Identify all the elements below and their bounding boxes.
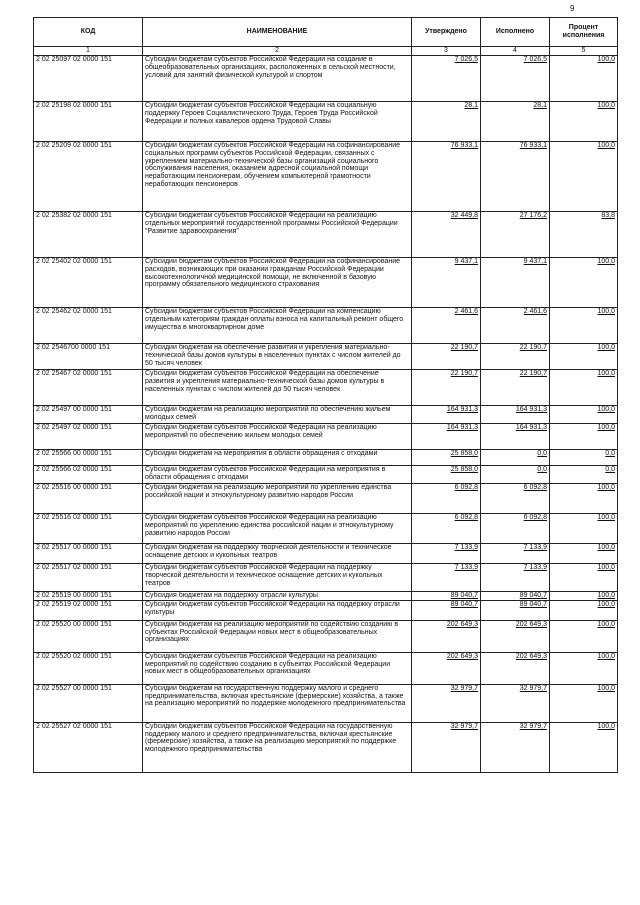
row-approved: 89 040,7 xyxy=(412,600,481,620)
row-name: Субсидии бюджетам субъектов Российской Федерации на государственную поддержку малого и среднего предпринимательства, включая крестьянские (фермерские) хозяйства, а также на реализацию мероприятий по поддержке молодежного предпринимательства xyxy=(143,722,412,772)
row-name: Субсидии бюджетам на реализацию мероприятий по обеспечению жильем молодых семей xyxy=(143,406,412,424)
header-name: НАИМЕНОВАНИЕ xyxy=(143,18,412,47)
row-code: 2 02 25497 00 0000 151 xyxy=(34,406,143,424)
row-percent: 100,0 xyxy=(550,484,618,514)
row-name: Субсидии бюджетам субъектов Российской Федерации на поддержку творческой деятельности и техническое оснащение детских и кукольных театров xyxy=(143,564,412,592)
column-number: 1 xyxy=(34,47,143,56)
row-approved: 22 190,7 xyxy=(412,370,481,406)
row-code: 2 02 25209 02 0000 151 xyxy=(34,142,143,212)
row-percent: 100,0 xyxy=(550,620,618,652)
row-percent: 100,0 xyxy=(550,258,618,308)
row-executed: 89 040,7 xyxy=(481,600,550,620)
table-row xyxy=(34,450,618,466)
row-executed: 22 190,7 xyxy=(481,344,550,370)
row-percent: 100,0 xyxy=(550,722,618,772)
table-row xyxy=(34,722,618,772)
table-row xyxy=(34,406,618,424)
row-code: 2 02 25497 02 0000 151 xyxy=(34,424,143,450)
table-row xyxy=(34,466,618,484)
row-approved: 25 858,0 xyxy=(412,466,481,484)
row-approved: 6 092,8 xyxy=(412,514,481,544)
row-executed: 32 979,7 xyxy=(481,684,550,722)
column-number: 4 xyxy=(481,47,550,56)
row-executed: 7 026,5 xyxy=(481,56,550,102)
row-code: 2 02 25097 02 0000 151 xyxy=(34,56,143,102)
table-row xyxy=(34,544,618,564)
table-row xyxy=(34,424,618,450)
row-code: 2 02 25198 02 0000 151 xyxy=(34,102,143,142)
row-name: Субсидия бюджетам на поддержку отрасли культуры xyxy=(143,592,412,601)
row-percent: 100,0 xyxy=(550,544,618,564)
row-code: 2 02 2546700 0000 151 xyxy=(34,344,143,370)
row-code: 2 02 25517 02 0000 151 xyxy=(34,564,143,592)
row-approved: 28,1 xyxy=(412,102,481,142)
column-number: 2 xyxy=(143,47,412,56)
row-approved: 7 133,9 xyxy=(412,564,481,592)
row-approved: 32 979,7 xyxy=(412,684,481,722)
row-percent: 100,0 xyxy=(550,600,618,620)
column-number: 3 xyxy=(412,47,481,56)
row-percent: 100,0 xyxy=(550,424,618,450)
row-name: Субсидии бюджетам на государственную поддержку малого и среднего предпринимательства, включая крестьянские (фермерские) хозяйства, а также на реализацию мероприятий по поддержке молодежного предпринимательства xyxy=(143,684,412,722)
row-approved: 76 933,1 xyxy=(412,142,481,212)
row-name: Субсидии бюджетам субъектов Российской Федерации на компенсацию отдельным категориям граждан оплаты взноса на капитальный ремонт общего имущества в многоквартирном доме xyxy=(143,308,412,344)
row-approved: 6 092,8 xyxy=(412,484,481,514)
table-row xyxy=(34,564,618,592)
row-executed: 202 649,3 xyxy=(481,620,550,652)
table-row xyxy=(34,514,618,544)
row-approved: 32 979,7 xyxy=(412,722,481,772)
table-row xyxy=(34,56,618,102)
row-executed: 22 190,7 xyxy=(481,370,550,406)
row-executed: 2 461,6 xyxy=(481,308,550,344)
row-approved: 2 461,6 xyxy=(412,308,481,344)
table-row xyxy=(34,344,618,370)
table-row xyxy=(34,212,618,258)
row-percent: 100,0 xyxy=(550,652,618,684)
row-executed: 27 176,2 xyxy=(481,212,550,258)
header-row xyxy=(34,18,618,47)
budget-table xyxy=(33,17,618,773)
row-approved: 164 931,3 xyxy=(412,406,481,424)
row-percent: 100,0 xyxy=(550,142,618,212)
row-name: Субсидии бюджетам субъектов Российской Федерации на поддержку отрасли культуры xyxy=(143,600,412,620)
table-row xyxy=(34,620,618,652)
row-name: Субсидии бюджетам субъектов Российской Федерации на софинансирование расходов, возникающих при оказании гражданам Российской Федерации высокотехнологичной медицинской помощи, не включенной в базовую программу обязательного медицинского страхования xyxy=(143,258,412,308)
column-number: 5 xyxy=(550,47,618,56)
row-executed: 0,0 xyxy=(481,450,550,466)
page-number: 9 xyxy=(570,4,575,13)
row-executed: 6 092,8 xyxy=(481,514,550,544)
row-code: 2 02 25402 02 0000 151 xyxy=(34,258,143,308)
row-name: Субсидии бюджетам на обеспечение развития и укрепления материально-технической базы домов культуры в населенных пунктах с числом жителей до 50 тысяч человек xyxy=(143,344,412,370)
row-code: 2 02 25566 02 0000 151 xyxy=(34,466,143,484)
table-row xyxy=(34,684,618,722)
row-name: Субсидии бюджетам субъектов Российской Федерации на реализацию отдельных мероприятий государственной программы Российской Федерации "Развитие здравоохранения" xyxy=(143,212,412,258)
header-percent: Процент исполнения xyxy=(550,18,618,47)
row-code: 2 02 25519 02 0000 151 xyxy=(34,600,143,620)
row-code: 2 02 25520 02 0000 151 xyxy=(34,652,143,684)
row-approved: 25 858,0 xyxy=(412,450,481,466)
row-code: 2 02 25527 02 0000 151 xyxy=(34,722,143,772)
table-row xyxy=(34,142,618,212)
row-executed: 89 040,7 xyxy=(481,592,550,601)
row-name: Субсидии бюджетам на поддержку творческой деятельности и техническое оснащение детских и кукольных театров xyxy=(143,544,412,564)
row-name: Субсидии бюджетам субъектов Российской Федерации на реализацию мероприятий по укреплению единства российской нации и этнокультурному развитию народов России xyxy=(143,514,412,544)
table-row xyxy=(34,258,618,308)
table-row xyxy=(34,308,618,344)
row-percent: 0,0 xyxy=(550,466,618,484)
row-code: 2 02 25566 00 0000 151 xyxy=(34,450,143,466)
header-code: КОД xyxy=(34,18,143,47)
row-percent: 100,0 xyxy=(550,56,618,102)
row-code: 2 02 25527 00 0000 151 xyxy=(34,684,143,722)
row-approved: 202 649,3 xyxy=(412,652,481,684)
table-body xyxy=(34,56,618,773)
row-code: 2 02 25519 00 0000 151 xyxy=(34,592,143,601)
row-percent: 100,0 xyxy=(550,370,618,406)
header-executed: Исполнено xyxy=(481,18,550,47)
row-approved: 9 437,1 xyxy=(412,258,481,308)
row-executed: 202 649,3 xyxy=(481,652,550,684)
table-row xyxy=(34,600,618,620)
row-code: 2 02 25520 00 0000 151 xyxy=(34,620,143,652)
row-approved: 7 026,5 xyxy=(412,56,481,102)
row-name: Субсидии бюджетам субъектов Российской Федерации на софинансирование социальных программ субъектов Российской Федерации, связанных с укреплением материально-технической базы организаций социального обслуживания населения, оказанием адресной социальной помощи неработающим пенсионерам, обучением компьютерной грамотности неработающих пенсионеров xyxy=(143,142,412,212)
row-executed: 9 437,1 xyxy=(481,258,550,308)
row-approved: 202 649,3 xyxy=(412,620,481,652)
row-name: Субсидии бюджетам на реализацию мероприятий по содействию созданию в субъектах Российской Федерации новых мест в общеобразовательных организациях xyxy=(143,620,412,652)
row-percent: 100,0 xyxy=(550,592,618,601)
row-code: 2 02 25516 02 0000 151 xyxy=(34,514,143,544)
row-name: Субсидии бюджетам субъектов Российской Федерации на реализацию мероприятий по обеспечению жильем молодых семей xyxy=(143,424,412,450)
row-percent: 100,0 xyxy=(550,308,618,344)
row-code: 2 02 25462 02 0000 151 xyxy=(34,308,143,344)
row-percent: 100,0 xyxy=(550,514,618,544)
table-row xyxy=(34,652,618,684)
row-percent: 100,0 xyxy=(550,684,618,722)
row-percent: 83,8 xyxy=(550,212,618,258)
row-name: Субсидии бюджетам на реализацию мероприятий по укреплению единства российской нации и этнокультурному развитию народов России xyxy=(143,484,412,514)
row-executed: 7 133,9 xyxy=(481,544,550,564)
row-code: 2 02 25517 00 0000 151 xyxy=(34,544,143,564)
row-name: Субсидии бюджетам субъектов Российской Федерации на обеспечение развития и укрепления материально-технической базы домов культуры в населенных пунктах с числом жителей до 50 тысяч человек xyxy=(143,370,412,406)
row-percent: 0,0 xyxy=(550,450,618,466)
table-row xyxy=(34,592,618,601)
header-approved: Утверждено xyxy=(412,18,481,47)
table-row xyxy=(34,370,618,406)
row-executed: 7 133,9 xyxy=(481,564,550,592)
row-code: 2 02 25382 02 0000 151 xyxy=(34,212,143,258)
row-percent: 100,0 xyxy=(550,102,618,142)
table-row xyxy=(34,102,618,142)
row-name: Субсидии бюджетам субъектов Российской Федерации на реализацию мероприятий по содействию созданию в субъектах Российской Федерации новых мест в общеобразовательных организациях xyxy=(143,652,412,684)
row-approved: 7 133,9 xyxy=(412,544,481,564)
table-row xyxy=(34,484,618,514)
row-name: Субсидии бюджетам субъектов Российской Федерации на социальную поддержку Героев Социалистического Труда, Героев Труда Российской Федерации и полных кавалеров ордена Трудовой Славы xyxy=(143,102,412,142)
row-executed: 76 933,1 xyxy=(481,142,550,212)
row-name: Субсидии бюджетам субъектов Российской Федерации на мероприятия в области обращения с отходами xyxy=(143,466,412,484)
row-executed: 164 931,3 xyxy=(481,424,550,450)
row-executed: 0,0 xyxy=(481,466,550,484)
row-percent: 100,0 xyxy=(550,564,618,592)
column-number-row xyxy=(34,47,618,56)
row-executed: 28,1 xyxy=(481,102,550,142)
row-approved: 89 040,7 xyxy=(412,592,481,601)
row-percent: 100,0 xyxy=(550,344,618,370)
row-approved: 22 190,7 xyxy=(412,344,481,370)
row-executed: 164 931,3 xyxy=(481,406,550,424)
row-code: 2 02 25516 00 0000 151 xyxy=(34,484,143,514)
row-approved: 164 931,3 xyxy=(412,424,481,450)
row-executed: 32 979,7 xyxy=(481,722,550,772)
row-name: Субсидии бюджетам субъектов Российской Федерации на создание в общеобразовательных организациях, расположенных в сельской местности, условий для занятий физической культурой и спортом xyxy=(143,56,412,102)
row-approved: 32 449,8 xyxy=(412,212,481,258)
row-name: Субсидии бюджетам на мероприятия в области обращения с отходами xyxy=(143,450,412,466)
row-code: 2 02 25467 02 0000 151 xyxy=(34,370,143,406)
row-percent: 100,0 xyxy=(550,406,618,424)
row-executed: 6 092,8 xyxy=(481,484,550,514)
